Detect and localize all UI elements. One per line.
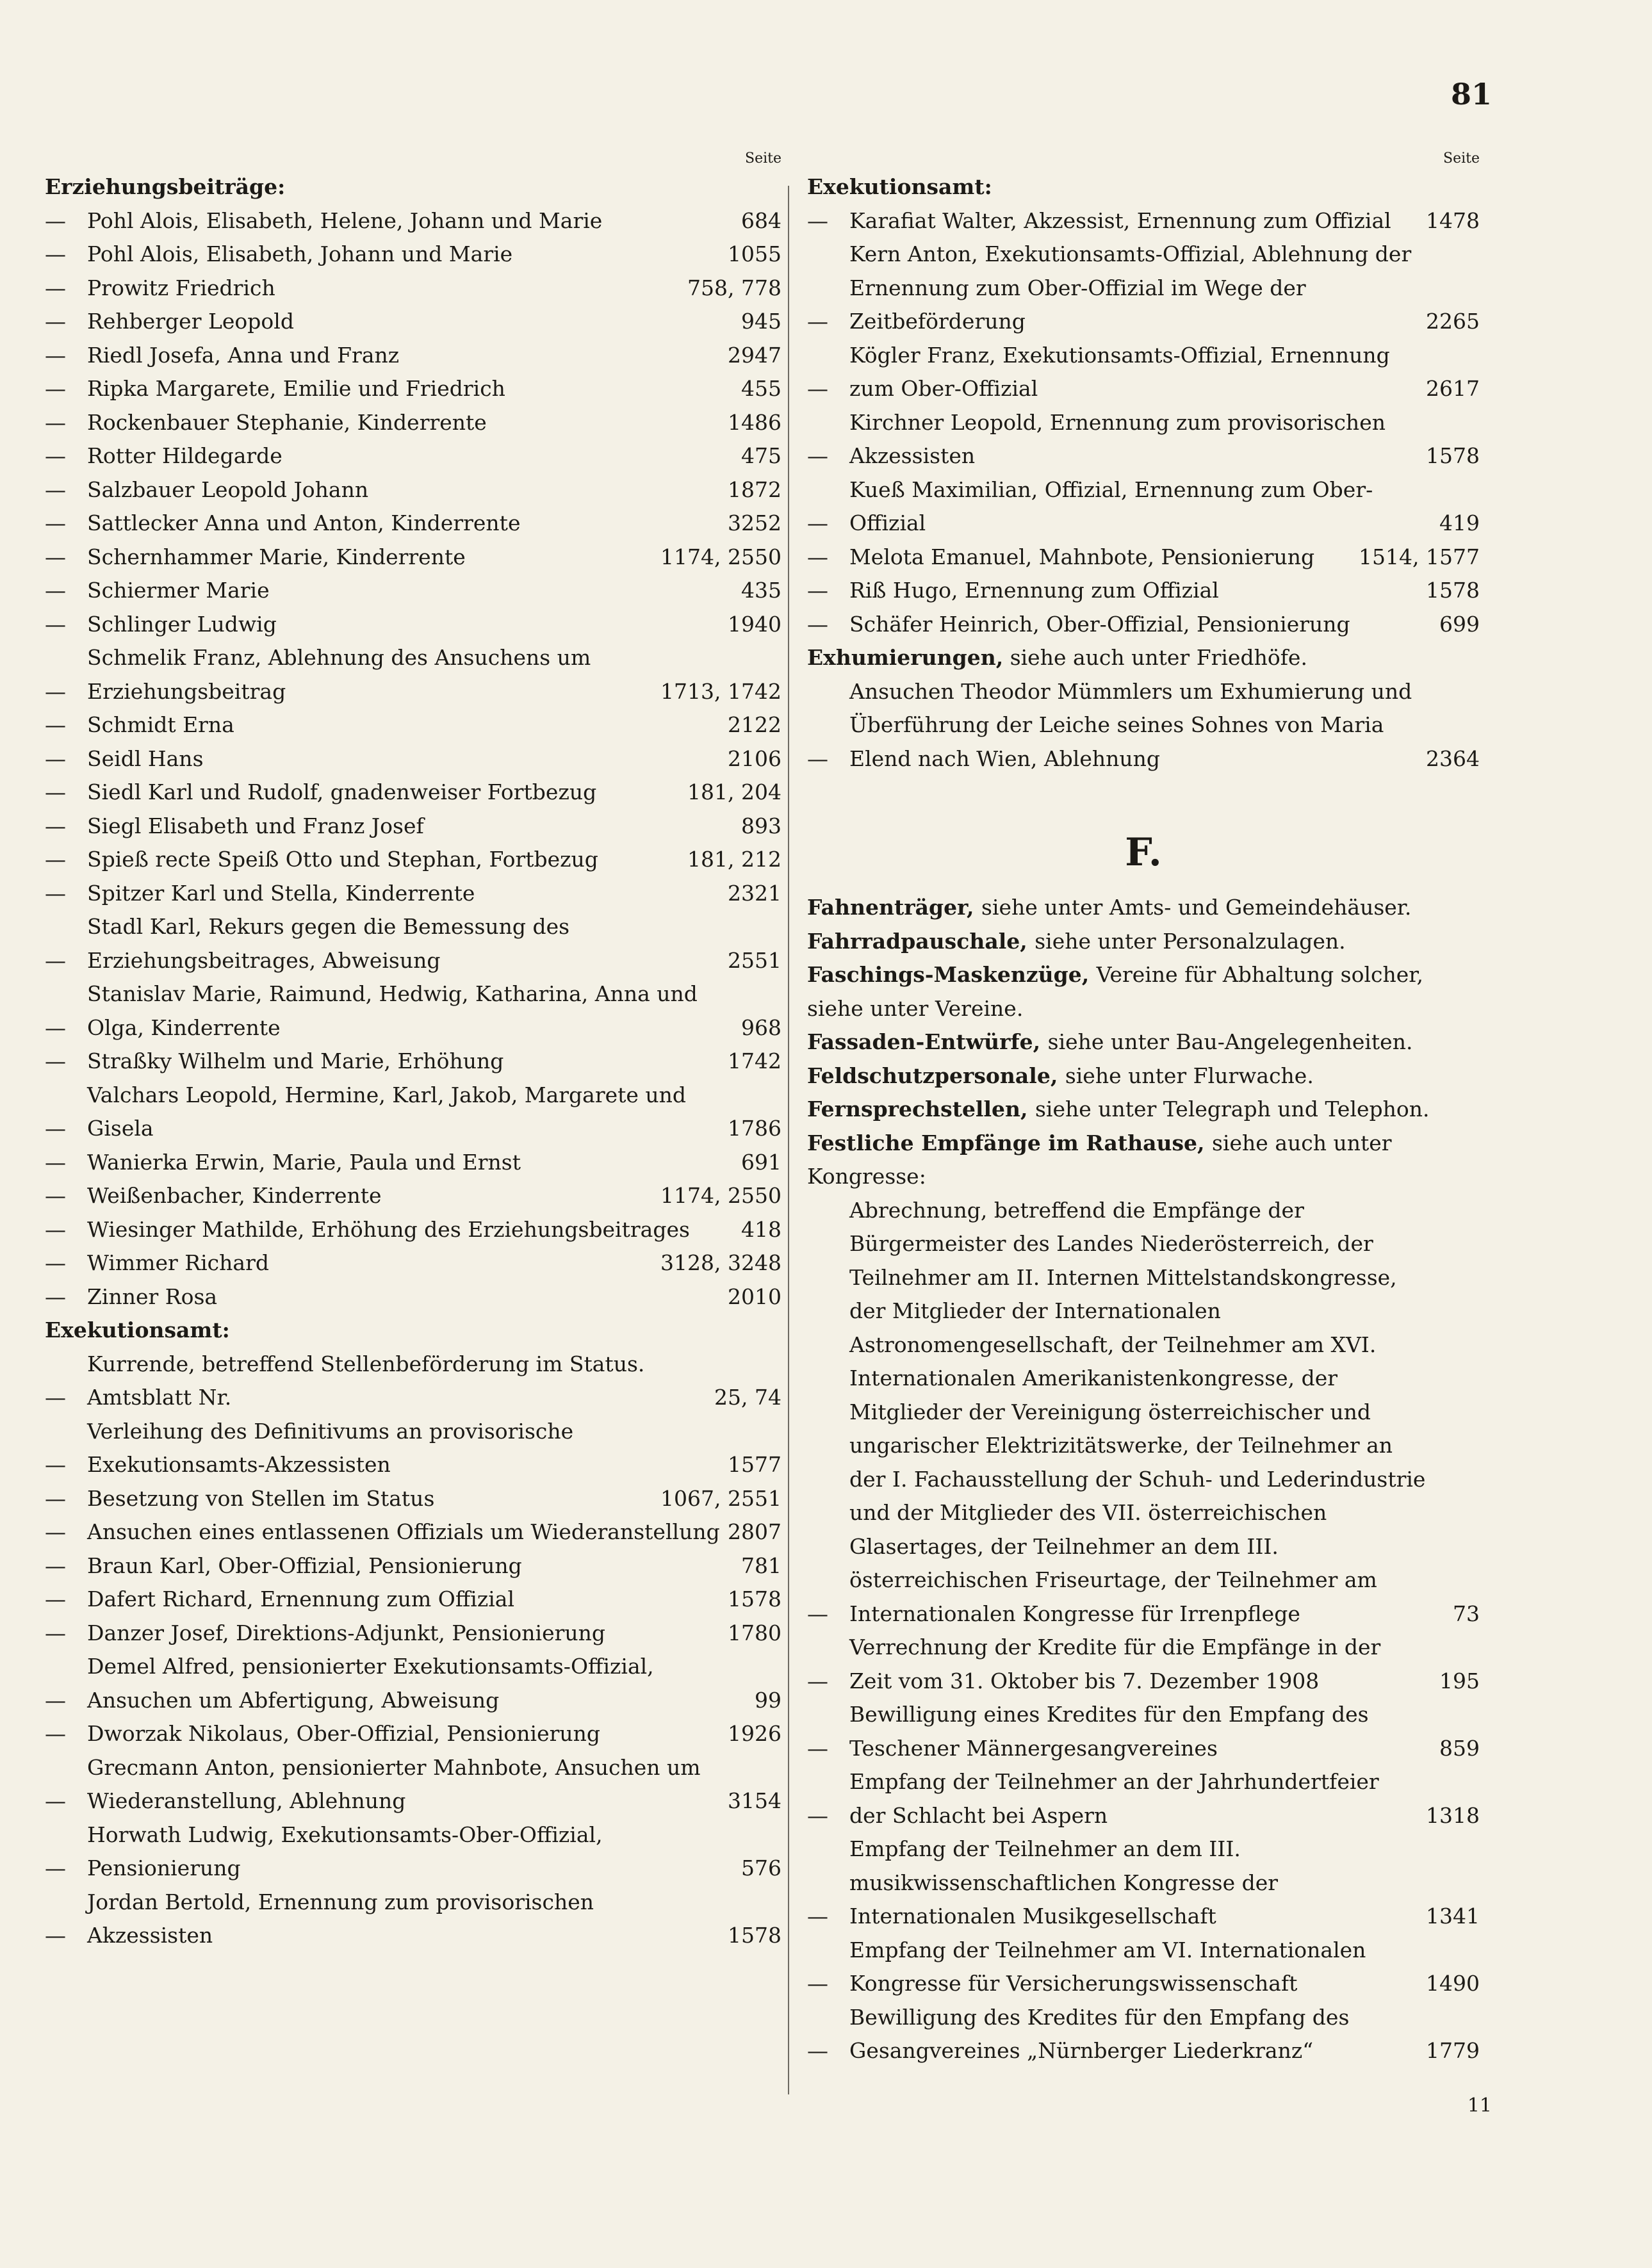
entry-page-ref: 1318 <box>1426 1802 1480 1828</box>
entry-page-ref: 2617 <box>1426 376 1480 401</box>
index-entry <box>45 1146 781 1180</box>
index-entry <box>45 406 781 440</box>
entry-dash: — <box>807 1668 828 1693</box>
entry-page-ref: 25, 74 <box>714 1385 781 1410</box>
entry-dash: — <box>45 1923 66 1948</box>
entry-list <box>807 1194 1480 2068</box>
entry-list <box>45 1348 781 1953</box>
entry-text: Sattlecker Anna und Anton, Kinderrente <box>87 510 521 535</box>
index-entry <box>45 641 781 708</box>
entry-dash: — <box>45 880 66 906</box>
cross-reference <box>807 1127 1480 1194</box>
entry-page-ref: 945 <box>741 309 781 334</box>
entry-page-ref: 684 <box>741 208 781 233</box>
entry-text: Stadl Karl, Rekurs gegen die Bemessung des Erziehungsbeitrages, Abweisung <box>87 914 570 973</box>
index-entry <box>45 843 781 877</box>
entry-dash: — <box>807 1904 828 1929</box>
entry-page-ref: 691 <box>741 1149 781 1175</box>
index-entry <box>807 204 1480 238</box>
entry-dash: — <box>45 1587 66 1611</box>
entry-dash: — <box>807 1802 828 1828</box>
index-entry <box>45 810 781 844</box>
index-entry <box>45 1348 781 1415</box>
cross-reference-text: siehe auch unter Friedhöfe. <box>1010 645 1307 670</box>
index-entry <box>807 2001 1480 2068</box>
entry-page-ref: 1780 <box>728 1620 781 1645</box>
entry-text: Bewilligung eines Kredites für den Empfang des Teschener Männergesangvereines <box>849 1702 1369 1761</box>
entry-text: Schäfer Heinrich, Ober-Offizial, Pensionierung <box>849 611 1350 637</box>
entry-dash: — <box>45 1856 66 1880</box>
entry-dash: — <box>45 1721 66 1746</box>
entry-dash: — <box>45 241 66 266</box>
entry-page-ref: 2265 <box>1426 309 1480 334</box>
entry-page-ref: 418 <box>741 1216 781 1242</box>
entry-page-ref: 3154 <box>728 1788 781 1813</box>
entry-page-ref: 2807 <box>728 1519 781 1544</box>
index-entry <box>807 1698 1480 1765</box>
entry-text: Besetzung von Stellen im Status <box>87 1485 435 1511</box>
entry-page-ref: 1578 <box>728 1587 781 1611</box>
entry-page-ref: 2010 <box>728 1284 781 1309</box>
entry-dash: — <box>807 443 828 468</box>
entry-text: Siegl Elisabeth und Franz Josef <box>87 813 424 838</box>
seite-label: Seite <box>1443 151 1480 167</box>
index-entry <box>45 204 781 238</box>
index-entry <box>45 1549 781 1583</box>
entry-dash: — <box>45 847 66 872</box>
entry-text: Stanislav Marie, Raimund, Hedwig, Katharina, Anna und Olga, Kinderrente <box>87 981 698 1040</box>
index-entry <box>45 1583 781 1617</box>
entry-text: Straßky Wilhelm und Marie, Erhöhung <box>87 1048 504 1073</box>
entry-text: Spitzer Karl und Stella, Kinderrente <box>87 880 475 906</box>
entry-text: Kern Anton, Exekutionsamts-Offizial, Ablehnung der Ernennung zum Ober-Offizial im Wege der Zeitbeförderung <box>849 241 1412 334</box>
entry-dash: — <box>45 746 66 771</box>
index-entry <box>807 473 1480 541</box>
section-heading: Exhumierungen, <box>807 645 1004 670</box>
cross-reference-key: Fahrradpauschale, <box>807 928 1035 954</box>
signature-number: 11 <box>1467 2094 1492 2117</box>
entry-text: Empfang der Teilnehmer an der Jahrhundertfeier der Schlacht bei Aspern <box>849 1769 1379 1828</box>
section-letter: F. <box>1125 830 1162 875</box>
entry-dash: — <box>807 1735 828 1761</box>
entry-page-ref: 3128, 3248 <box>660 1250 781 1275</box>
entry-dash: — <box>45 578 66 603</box>
entry-text: Pohl Alois, Elisabeth, Johann und Marie <box>87 241 513 266</box>
index-entry <box>45 1482 781 1516</box>
entry-text: Ansuchen eines entlassenen Offizials um Wiederanstellung <box>87 1519 720 1544</box>
index-entry <box>45 1079 781 1146</box>
right-column <box>807 147 1480 2068</box>
entry-page-ref: 2321 <box>728 880 781 906</box>
entry-text: Ripka Margarete, Emilie und Friedrich <box>87 376 505 401</box>
index-entry <box>45 608 781 642</box>
page-number: 81 <box>1450 77 1492 111</box>
entry-page-ref: 1514, 1577 <box>1359 544 1480 569</box>
cross-reference-text: Vereine für Abhaltung solcher, siehe unter Vereine. <box>807 962 1423 1021</box>
column-divider <box>788 186 789 2094</box>
entry-text: Kurrende, betreffend Stellenbeförderung im Status. Amtsblatt Nr. <box>87 1351 645 1410</box>
entry-text: Grecmann Anton, pensionierter Mahnbote, Ansuchen um Wiederanstellung, Ablehnung <box>87 1754 701 1813</box>
entry-dash: — <box>45 1553 66 1578</box>
entry-dash: — <box>807 1601 828 1626</box>
index-entry <box>45 1515 781 1549</box>
entry-dash: — <box>45 275 66 300</box>
index-entry <box>45 910 781 977</box>
entry-dash: — <box>45 712 66 737</box>
index-entry <box>807 1765 1480 1832</box>
index-entry <box>45 339 781 373</box>
entry-dash: — <box>807 510 828 535</box>
entry-page-ref: 1174, 2550 <box>660 544 781 569</box>
entry-page-ref: 859 <box>1439 1735 1480 1761</box>
entry-dash: — <box>45 1687 66 1713</box>
entry-page-ref: 1174, 2550 <box>660 1183 781 1208</box>
index-entry <box>45 1179 781 1213</box>
index-entry <box>45 1886 781 1953</box>
cross-reference-text: siehe unter Telegraph und Telephon. <box>1035 1097 1430 1122</box>
index-entry <box>45 708 781 742</box>
entry-text: Spieß recte Speiß Otto und Stephan, Fortbezug <box>87 847 598 872</box>
entry-text: Empfang der Teilnehmer an dem III. musikwissenschaftlichen Kongresse der Internationalen Musikgesellschaft <box>849 1836 1279 1929</box>
entry-page-ref: 1926 <box>728 1721 781 1746</box>
entry-dash: — <box>807 376 828 401</box>
index-entry <box>807 1934 1480 2001</box>
entry-text: Karafiat Walter, Akzessist, Ernennung zum Offizial <box>849 208 1391 233</box>
cross-reference-text: siehe unter Personalzulagen. <box>1035 928 1346 954</box>
entry-page-ref: 2122 <box>728 712 781 737</box>
index-entry <box>807 339 1480 406</box>
index-entry <box>45 776 781 810</box>
entry-text: Wiesinger Mathilde, Erhöhung des Erziehungsbeitrages <box>87 1216 690 1242</box>
entry-page-ref: 1578 <box>728 1923 781 1948</box>
entry-dash: — <box>45 813 66 838</box>
section-heading: Exekutionsamt: <box>807 174 992 199</box>
entry-dash: — <box>45 1385 66 1410</box>
entry-dash: — <box>45 1216 66 1242</box>
entry-page-ref: 1779 <box>1426 2038 1480 2063</box>
entry-dash: — <box>45 342 66 368</box>
entry-dash: — <box>807 2038 828 2063</box>
entry-text: Jordan Bertold, Ernennung zum provisorischen Akzessisten <box>87 1889 594 1948</box>
entry-page-ref: 2106 <box>728 746 781 771</box>
entry-text: Braun Karl, Ober-Offizial, Pensionierung <box>87 1553 522 1578</box>
entry-page-ref: 435 <box>741 578 781 603</box>
cross-reference-text: siehe unter Bau-Angelegenheiten. <box>1047 1029 1413 1054</box>
entry-page-ref: 1486 <box>728 409 781 435</box>
entry-list <box>45 204 781 1314</box>
entry-page-ref: 1940 <box>728 611 781 637</box>
index-entry <box>807 1832 1480 1934</box>
entry-dash: — <box>45 1485 66 1511</box>
cross-reference <box>807 1059 1480 1093</box>
entry-text: Schernhammer Marie, Kinderrente <box>87 544 466 569</box>
entry-page-ref: 3252 <box>728 510 781 535</box>
entry-dash: — <box>45 1788 66 1813</box>
entry-text: Melota Emanuel, Mahnbote, Pensionierung <box>849 544 1315 569</box>
index-entry <box>45 1650 781 1717</box>
index-entry <box>807 608 1480 642</box>
entry-dash: — <box>45 678 66 704</box>
index-entry <box>45 1045 781 1079</box>
cross-reference-key: Fahnenträger, <box>807 895 982 920</box>
entry-text: Rehberger Leopold <box>87 309 294 334</box>
entry-page-ref: 781 <box>741 1553 781 1578</box>
cross-reference-key: Faschings-Maskenzüge, <box>807 962 1097 987</box>
cross-reference-key: Fernsprechstellen, <box>807 1097 1035 1122</box>
index-entry <box>45 1717 781 1751</box>
cross-reference <box>807 641 1480 675</box>
entry-page-ref: 1490 <box>1426 1971 1480 1996</box>
entry-text: Prowitz Friedrich <box>87 275 275 300</box>
entry-page-ref: 2947 <box>728 342 781 368</box>
section-heading: Erziehungsbeiträge: <box>45 174 286 199</box>
index-entry <box>807 574 1480 608</box>
entry-text: Kirchner Leopold, Ernennung zum provisorischen Akzessisten <box>849 409 1386 468</box>
index-entry <box>807 1194 1480 1631</box>
entry-text: Valchars Leopold, Hermine, Karl, Jakob, Margarete und Gisela <box>87 1082 687 1141</box>
cross-reference <box>807 891 1480 925</box>
entry-text: Kögler Franz, Exekutionsamts-Offizial, Ernennung zum Ober-Offizial <box>849 342 1390 401</box>
index-entry <box>45 372 781 406</box>
entry-text: Demel Alfred, pensionierter Exekutionsamts-Offizial, Ansuchen um Abfertigung, Abweisung <box>87 1654 654 1713</box>
entry-page-ref: 2551 <box>728 947 781 973</box>
entry-text: Rotter Hildegarde <box>87 443 282 468</box>
entry-page-ref: 455 <box>741 376 781 401</box>
entry-page-ref: 968 <box>741 1015 781 1040</box>
index-entry <box>45 439 781 473</box>
index-entry <box>45 272 781 306</box>
seite-label: Seite <box>745 151 781 167</box>
entry-text: Rockenbauer Stephanie, Kinderrente <box>87 409 487 435</box>
cross-reference <box>807 1093 1480 1127</box>
index-entry <box>807 238 1480 339</box>
entry-text: Schlinger Ludwig <box>87 611 277 637</box>
cross-reference <box>807 958 1480 1025</box>
entry-list <box>807 675 1480 776</box>
entry-dash: — <box>807 309 828 334</box>
entry-page-ref: 419 <box>1439 510 1480 535</box>
index-entry <box>45 1818 781 1886</box>
entry-page-ref: 73 <box>1453 1601 1480 1626</box>
entry-text: Horwath Ludwig, Exekutionsamts-Ober-Offizial, Pensionierung <box>87 1822 603 1880</box>
index-entry <box>45 574 781 608</box>
index-entry <box>45 238 781 272</box>
entry-page-ref: 1578 <box>1426 578 1480 603</box>
entry-dash: — <box>45 1519 66 1544</box>
entry-dash: — <box>45 1149 66 1175</box>
entry-text: Zinner Rosa <box>87 1284 218 1309</box>
entry-dash: — <box>807 578 828 603</box>
entry-dash: — <box>807 208 828 233</box>
entry-list <box>807 204 1480 642</box>
cross-reference <box>807 1025 1480 1059</box>
index-entry <box>45 1415 781 1482</box>
cross-reference-key: Feldschutzpersonale, <box>807 1063 1065 1088</box>
entry-page-ref: 1341 <box>1426 1904 1480 1929</box>
entry-dash: — <box>45 1015 66 1040</box>
entry-text: Wimmer Richard <box>87 1250 269 1275</box>
index-entry <box>807 675 1480 776</box>
entry-text: Riedl Josefa, Anna und Franz <box>87 342 400 368</box>
entry-page-ref: 99 <box>755 1687 781 1713</box>
index-entry <box>45 507 781 541</box>
index-entry <box>45 305 781 339</box>
index-entry <box>807 541 1480 575</box>
entry-text: Abrechnung, betreffend die Empfänge der Bürgermeister des Landes Niederösterreich, der Teilnehmer am II. Internen Mittelstandskongresse, der Mitglieder der Internationalen Astronomengesellschaft, der Teilnehmer am XVI. Internationalen Amerikanistenkongresse, der Mitglieder der Vereinigung österreichischer und ungarischer Elektrizitätswerke, der Teilnehmer an der I. Fachausstellung der Schuh- und Lederindustrie und der Mitglieder des VII. österreichischen Glasertages, der Teilnehmer an dem III. österreichischen Friseurtage, der Teilnehmer am Internationalen Kongresse für Irrenpflege <box>849 1197 1426 1626</box>
entry-dash: — <box>45 477 66 502</box>
entry-page-ref: 475 <box>741 443 781 468</box>
entry-page-ref: 195 <box>1439 1668 1480 1693</box>
index-entry <box>45 541 781 575</box>
entry-dash: — <box>45 1250 66 1275</box>
entry-page-ref: 758, 778 <box>687 275 781 300</box>
index-entry <box>45 742 781 776</box>
entry-dash: — <box>45 510 66 535</box>
entry-text: Pohl Alois, Elisabeth, Helene, Johann und Marie <box>87 208 603 233</box>
entry-text: Verrechnung der Kredite für die Empfänge in der Zeit vom 31. Oktober bis 7. Dezember 1908 <box>849 1635 1381 1693</box>
entry-dash: — <box>45 544 66 569</box>
entry-text: Ansuchen Theodor Mümmlers um Exhumierung und Überführung der Leiche seines Sohnes von Maria Elend nach Wien, Ablehnung <box>849 678 1412 771</box>
entry-page-ref: 1577 <box>728 1452 781 1477</box>
index-entry <box>45 1246 781 1280</box>
entry-dash: — <box>45 1284 66 1309</box>
cross-reference-text: siehe auch unter Kongresse: <box>807 1130 1392 1189</box>
entry-page-ref: 181, 212 <box>687 847 781 872</box>
entry-dash: — <box>807 1971 828 1996</box>
entry-text: Verleihung des Definitivums an provisorische Exekutionsamts-Akzessisten <box>87 1418 574 1477</box>
entry-dash: — <box>45 1620 66 1645</box>
entry-dash: — <box>45 611 66 637</box>
entry-page-ref: 1713, 1742 <box>660 678 781 704</box>
entry-dash: — <box>45 1452 66 1477</box>
entry-text: Danzer Josef, Direktions-Adjunkt, Pensionierung <box>87 1620 606 1645</box>
entry-page-ref: 576 <box>741 1856 781 1880</box>
entry-page-ref: 699 <box>1439 611 1480 637</box>
entry-text: Schmidt Erna <box>87 712 234 737</box>
index-entry <box>45 1617 781 1651</box>
section-heading: Exekutionsamt: <box>45 1318 230 1342</box>
cross-reference <box>807 925 1480 959</box>
entry-dash: — <box>45 309 66 334</box>
entry-dash: — <box>45 409 66 435</box>
entry-text: Schiermer Marie <box>87 578 270 603</box>
index-entry <box>45 473 781 507</box>
index-entry <box>45 1213 781 1247</box>
index-entry <box>45 877 781 911</box>
entry-page-ref: 1872 <box>728 477 781 502</box>
cross-reference-key: Fassaden-Entwürfe, <box>807 1029 1048 1054</box>
entry-dash: — <box>45 1183 66 1208</box>
entry-dash: — <box>45 947 66 973</box>
entry-text: Dworzak Nikolaus, Ober-Offizial, Pensionierung <box>87 1721 601 1746</box>
entry-page-ref: 1578 <box>1426 443 1480 468</box>
left-column <box>45 147 781 1953</box>
entry-page-ref: 1055 <box>728 241 781 266</box>
entry-text: Weißenbacher, Kinderrente <box>87 1183 382 1208</box>
entry-dash: — <box>807 544 828 569</box>
entry-page-ref: 893 <box>741 813 781 838</box>
index-entry <box>45 1751 781 1818</box>
entry-text: Bewilligung des Kredites für den Empfang des Gesangvereines „Nürnberger Liederkranz“ <box>849 2004 1350 2063</box>
entry-text: Salzbauer Leopold Johann <box>87 477 369 502</box>
entry-page-ref: 1742 <box>728 1048 781 1073</box>
entry-text: Seidl Hans <box>87 746 204 771</box>
index-entry <box>807 406 1480 473</box>
entry-page-ref: 2364 <box>1426 746 1480 771</box>
cross-reference-key: Festliche Empfänge im Rathause, <box>807 1130 1213 1155</box>
entry-text: Kueß Maximilian, Offizial, Ernennung zum Ober-Offizial <box>849 477 1373 535</box>
entry-dash: — <box>45 779 66 804</box>
cross-reference-text: siehe unter Amts- und Gemeindehäuser. <box>981 895 1412 920</box>
entry-page-ref: 1478 <box>1426 208 1480 233</box>
entry-dash: — <box>45 1116 66 1141</box>
entry-dash: — <box>45 376 66 401</box>
entry-dash: — <box>807 611 828 637</box>
entry-dash: — <box>807 746 828 771</box>
index-entry <box>45 1280 781 1314</box>
cross-reference-list <box>807 891 1480 1194</box>
entry-dash: — <box>45 1048 66 1073</box>
entry-page-ref: 1786 <box>728 1116 781 1141</box>
entry-page-ref: 1067, 2551 <box>660 1485 781 1511</box>
entry-text: Riß Hugo, Ernennung zum Offizial <box>849 578 1219 603</box>
entry-dash: — <box>45 208 66 233</box>
index-entry <box>807 1631 1480 1698</box>
index-entry <box>45 977 781 1045</box>
entry-text: Dafert Richard, Ernennung zum Offizial <box>87 1587 515 1611</box>
entry-text: Schmelik Franz, Ablehnung des Ansuchens um Erziehungsbeitrag <box>87 645 591 704</box>
entry-text: Wanierka Erwin, Marie, Paula und Ernst <box>87 1149 521 1175</box>
cross-reference-text: siehe unter Flurwache. <box>1065 1063 1314 1088</box>
entry-text: Siedl Karl und Rudolf, gnadenweiser Fortbezug <box>87 779 597 804</box>
entry-dash: — <box>45 443 66 468</box>
entry-page-ref: 181, 204 <box>687 779 781 804</box>
entry-text: Empfang der Teilnehmer am VI. Internationalen Kongresse für Versicherungswissenschaft <box>849 1937 1366 1996</box>
